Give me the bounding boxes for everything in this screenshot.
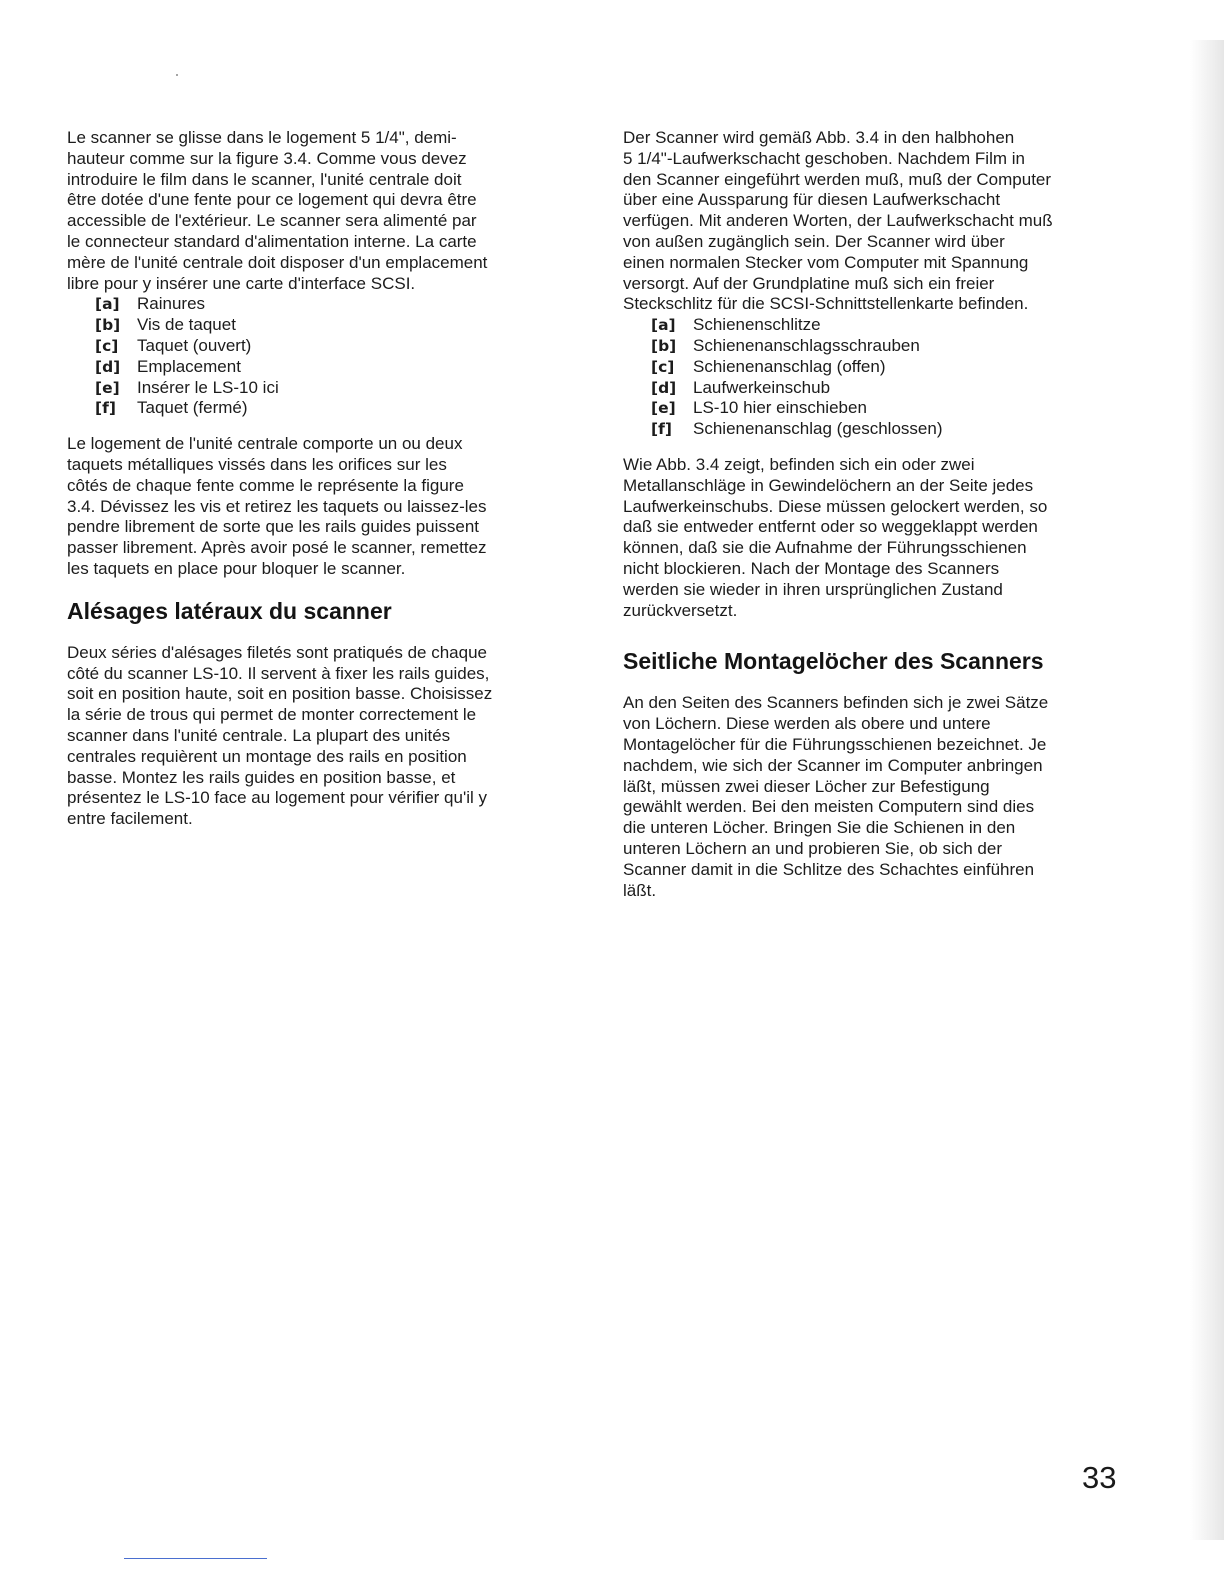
footer-rule: [124, 1558, 267, 1559]
legend-key: [b]: [651, 336, 677, 355]
french-figure-legend: [95, 294, 577, 419]
legend-key: [d]: [651, 378, 677, 397]
legend-item: [651, 398, 1133, 419]
german-intro-paragraph: Der Scanner wird gemäß Abb. 3.4 in den halbhohen 5 1/4"-Laufwerkschacht geschoben. Nachdem Film in den Scanner eingeführt werden muß, muß der Computer über eine Aussparung für diesen Laufwerkschacht verfügen. Mit anderen Worten, der Laufwerkschacht muß von außen zugänglich sein. Der Scanner wird über einen normalen Stecker vom Computer mit Spannung versorgt. Auf der Grundplatine muß sich ein freier Steckschlitz für die SCSI-Schnittstellenkarte befinden.: [623, 128, 1053, 314]
legend-item: [95, 336, 577, 357]
german-column: [623, 128, 1133, 901]
legend-key: [f]: [95, 399, 116, 418]
legend-item: [95, 315, 577, 336]
legend-label: Insérer le LS-10 ici: [137, 377, 279, 397]
legend-label: Emplacement: [137, 356, 241, 376]
legend-label: Schienenanschlagsschrauben: [693, 335, 920, 355]
legend-key: [d]: [95, 357, 121, 376]
legend-item: [95, 378, 577, 399]
legend-label: Taquet (ouvert): [137, 335, 252, 355]
scan-speck: [176, 74, 178, 76]
german-montageloecher-paragraph: An den Seiten des Scanners befinden sich je zwei Sätze von Löchern. Diese werden als obere und untere Montagelöcher für die Führungsschienen bezeichnet. Je nachdem, wie sich der Scanner im Computer anbringen läßt, müssen zwei dieser Löcher zur Befestigung gewählt werden. Bei den meisten Computern sind dies die unteren Löcher. Bringen Sie die Schienen in den unteren Löchern an und probieren Sie, ob sich der Scanner damit in die Schlitze des Schachtes einführen läßt.: [623, 693, 1049, 900]
legend-key: [c]: [95, 336, 119, 355]
legend-key: [b]: [95, 316, 121, 335]
legend-key: [c]: [651, 357, 675, 376]
french-alesages-paragraph: Deux séries d'alésages filetés sont pratiqués de chaque côté du scanner LS-10. Il servent à fixer les rails guides, soit en position haute, soit en position basse. Choisissez la série de trous qui permet de monter correctement le scanner dans l'unité centrale. La plupart des unités centrales requièrent un montage des rails en position basse. Montez les rails guides en position basse, et présentez le LS-10 face au logement pour vérifier qu'il y entre facilement.: [67, 642, 493, 829]
page-number: 33: [1082, 1460, 1117, 1495]
legend-label: Rainures: [137, 294, 206, 314]
german-figure-legend: [651, 315, 1133, 440]
legend-key: [e]: [95, 378, 120, 397]
legend-item: [95, 294, 577, 315]
legend-label: Laufwerkeinschub: [693, 377, 831, 397]
french-intro-paragraph: Le scanner se glisse dans le logement 5 1/4", demi- hauteur comme sur la figure 3.4. Comme vous devez introduire le film dans le scanner, l'unité centrale doit être dotée d'une fente pour ce logement qui devra être accessible de l'extérieur. Le scanner sera alimenté par le connecteur standard d'alimentation interne. La carte mère de l'unité centrale doit disposer d'un emplacement libre pour y insérer une carte d'interface SCSI.: [67, 128, 488, 293]
legend-item: [95, 398, 577, 419]
legend-label: LS-10 hier einschieben: [693, 398, 867, 418]
french-column: [67, 128, 577, 830]
legend-item: [651, 336, 1133, 357]
legend-label: Vis de taquet: [137, 315, 236, 335]
french-section-heading: Alésages latéraux du scanner: [67, 597, 392, 624]
legend-item: [651, 357, 1133, 378]
german-metallanschlaege-paragraph: Wie Abb. 3.4 zeigt, befinden sich ein oder zwei Metallanschläge in Gewindelöchern an der Seite jedes Laufwerkeinschubs. Diese müssen gelockert werden, so daß sie entweder entfernt oder so weggeklappt werden können, daß sie die Aufnahme der Führungsschienen nicht blockieren. Nach der Montage des Scanners werden sie wieder in ihren ursprünglichen Zustand zurückversetzt.: [623, 454, 1048, 620]
legend-item: [95, 357, 577, 378]
page-edge-shadow: [1190, 40, 1224, 1540]
legend-key: [f]: [651, 420, 672, 439]
legend-label: Schienenanschlag (geschlossen): [693, 419, 943, 439]
legend-label: Taquet (fermé): [137, 398, 248, 418]
legend-key: [e]: [651, 399, 676, 418]
legend-key: [a]: [651, 316, 676, 335]
legend-item: [651, 419, 1133, 440]
legend-item: [651, 315, 1133, 336]
legend-label: Schienenanschlag (offen): [693, 356, 886, 376]
german-section-heading: Seitliche Montagelöcher des Scanners: [623, 648, 1044, 675]
legend-key: [a]: [95, 295, 120, 314]
legend-label: Schienenschlitze: [693, 315, 821, 335]
french-taquets-paragraph: Le logement de l'unité centrale comporte un ou deux taquets métalliques vissés dans les orifices sur les côtés de chaque fente comme le représente la figure 3.4. Dévissez les vis et retirez les taquets ou laissez-les pendre librement de sorte que les rails guides puissent passer librement. Après avoir posé le scanner, remettez les taquets en place pour bloquer le scanner.: [67, 434, 487, 578]
legend-item: [651, 378, 1133, 399]
